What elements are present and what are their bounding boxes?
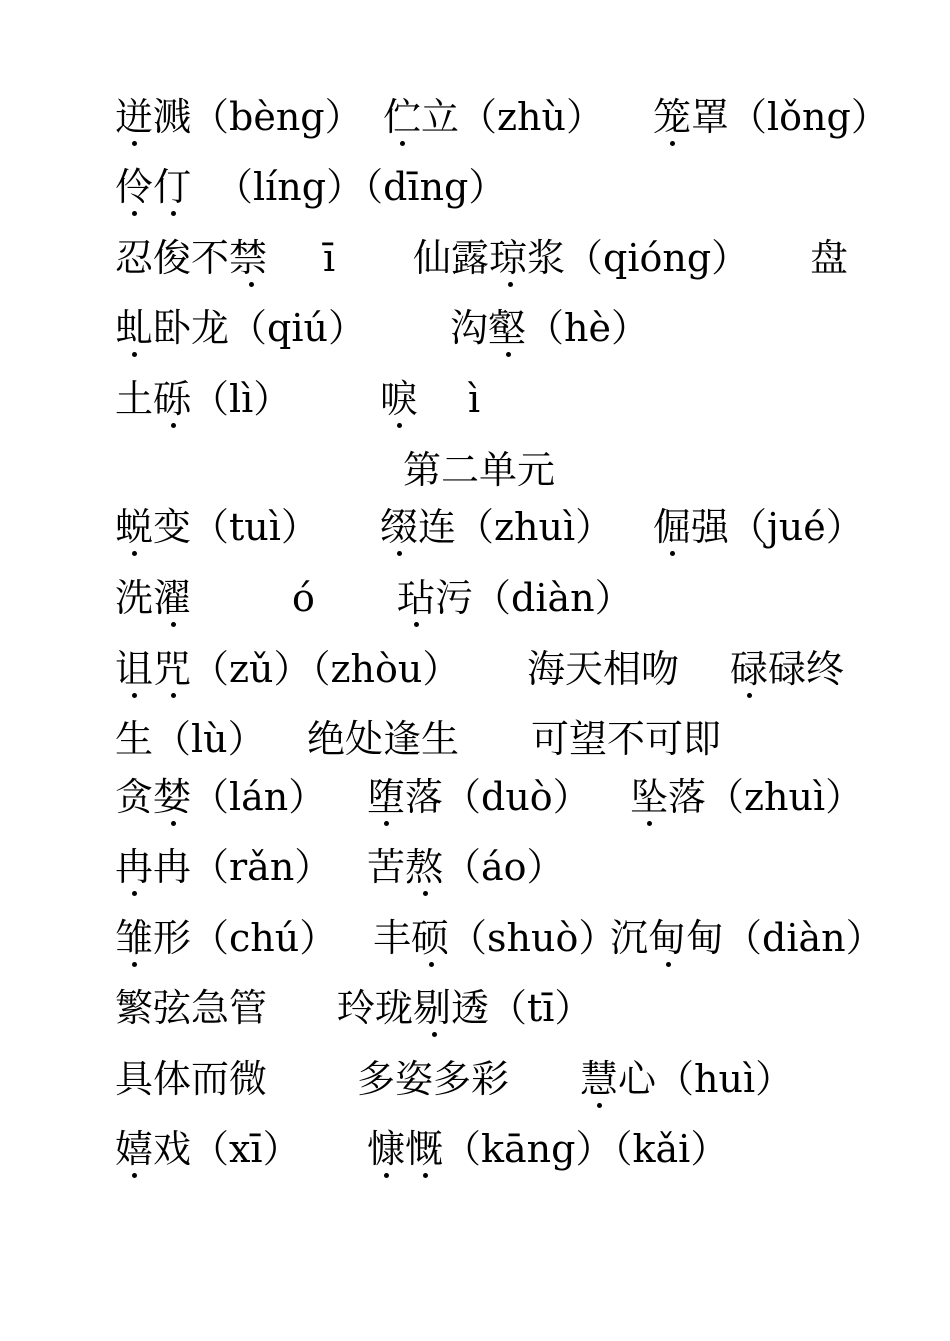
vocab-entry: 倔强（jué） [653, 505, 864, 549]
vocab-entry: 沟壑（hè） [450, 306, 649, 350]
vocab-entry: 绝处逢生 [307, 717, 460, 761]
emphasis-dot [171, 693, 176, 698]
section-heading: 第二单元 [403, 448, 556, 492]
emphasis-dot [132, 891, 137, 896]
vocab-entry: 玷污（diàn） [397, 576, 633, 620]
vocab-entry: 堕落（duò） [367, 775, 591, 819]
vocab-entry: 生（lù） [115, 717, 266, 761]
emphasis-dot [670, 141, 675, 146]
emphasis-dot [132, 352, 137, 357]
vocab-entry: 冉冉（rǎn） [115, 845, 333, 889]
vocab-entry: 慧心（huì） [580, 1057, 794, 1101]
vocab-entry: 笼罩（lǒng） [653, 95, 889, 139]
vocab-entry: 缀连（zhuì） [380, 505, 614, 549]
vocab-entry: 仙露琼浆（qióng） [413, 236, 750, 280]
vocab-entry: 繁弦急管 [115, 986, 268, 1030]
emphasis-dot [171, 211, 176, 216]
vocab-entry: 玲珑剔透（tī） [337, 986, 593, 1030]
vocab-entry: 可望不可即 [531, 717, 722, 761]
emphasis-dot [432, 1032, 437, 1037]
vocab-entry: 洗濯 [115, 576, 192, 620]
vocab-entry: 慷慨（kāng）（kǎi） [367, 1127, 729, 1171]
emphasis-dot [132, 141, 137, 146]
vocab-entry: 迸溅（bèng） [115, 95, 363, 139]
emphasis-dot [506, 352, 511, 357]
emphasis-dot [132, 693, 137, 698]
emphasis-dot [400, 141, 405, 146]
emphasis-dot [597, 1103, 602, 1108]
vocab-entry: 坠落（zhuì） [630, 775, 864, 819]
vocab-entry: 嬉戏（xī） [115, 1127, 301, 1171]
vocab-entry: 丰硕（shuò） [373, 916, 617, 960]
emphasis-dot [397, 551, 402, 556]
emphasis-dot [429, 962, 434, 967]
vocab-entry: 苦熬（áo） [367, 845, 565, 889]
vocab-entry: 贪婪（lán） [115, 775, 327, 819]
vocab-entry: 虬卧龙（qiú） [115, 306, 366, 350]
vocab-entry: 忍俊不禁 [115, 236, 268, 280]
vocab-entry: 诅咒（zǔ）（zhòu） [115, 647, 461, 691]
emphasis-dot [414, 622, 419, 627]
vocab-entry: 沉甸甸（diàn） [610, 916, 884, 960]
emphasis-dot [384, 1173, 389, 1178]
emphasis-dot [171, 821, 176, 826]
emphasis-dot [171, 622, 176, 627]
vocab-entry: ī [323, 236, 336, 280]
emphasis-dot [132, 211, 137, 216]
emphasis-dot [384, 821, 389, 826]
emphasis-dot [397, 423, 402, 428]
vocab-entry: 具体而微 [115, 1057, 268, 1101]
emphasis-dot [132, 551, 137, 556]
emphasis-dot [132, 962, 137, 967]
vocab-entry: ì [468, 377, 481, 421]
emphasis-dot [508, 282, 513, 287]
vocab-entry: 伶仃 [115, 165, 192, 209]
vocab-entry: （líng）（dīng） [215, 165, 507, 209]
vocab-entry: 碌碌终 [730, 647, 845, 691]
vocab-entry: 土砾（lì） [115, 377, 292, 421]
vocab-entry: 盘 [810, 236, 849, 280]
emphasis-dot [423, 891, 428, 896]
vocab-entry: 唳 [380, 377, 419, 421]
vocab-entry: 多姿多彩 [357, 1057, 510, 1101]
emphasis-dot [670, 551, 675, 556]
vocab-entry: 蜕变（tuì） [115, 505, 319, 549]
vocab-entry: 伫立（zhù） [383, 95, 604, 139]
vocab-entry: ó [292, 576, 315, 620]
emphasis-dot [249, 282, 254, 287]
emphasis-dot [666, 962, 671, 967]
emphasis-dot [171, 423, 176, 428]
emphasis-dot [747, 693, 752, 698]
emphasis-dot [423, 1173, 428, 1178]
vocab-entry: 海天相吻 [527, 647, 680, 691]
emphasis-dot [647, 821, 652, 826]
vocab-entry: 雏形（chú） [115, 916, 338, 960]
emphasis-dot [132, 1173, 137, 1178]
